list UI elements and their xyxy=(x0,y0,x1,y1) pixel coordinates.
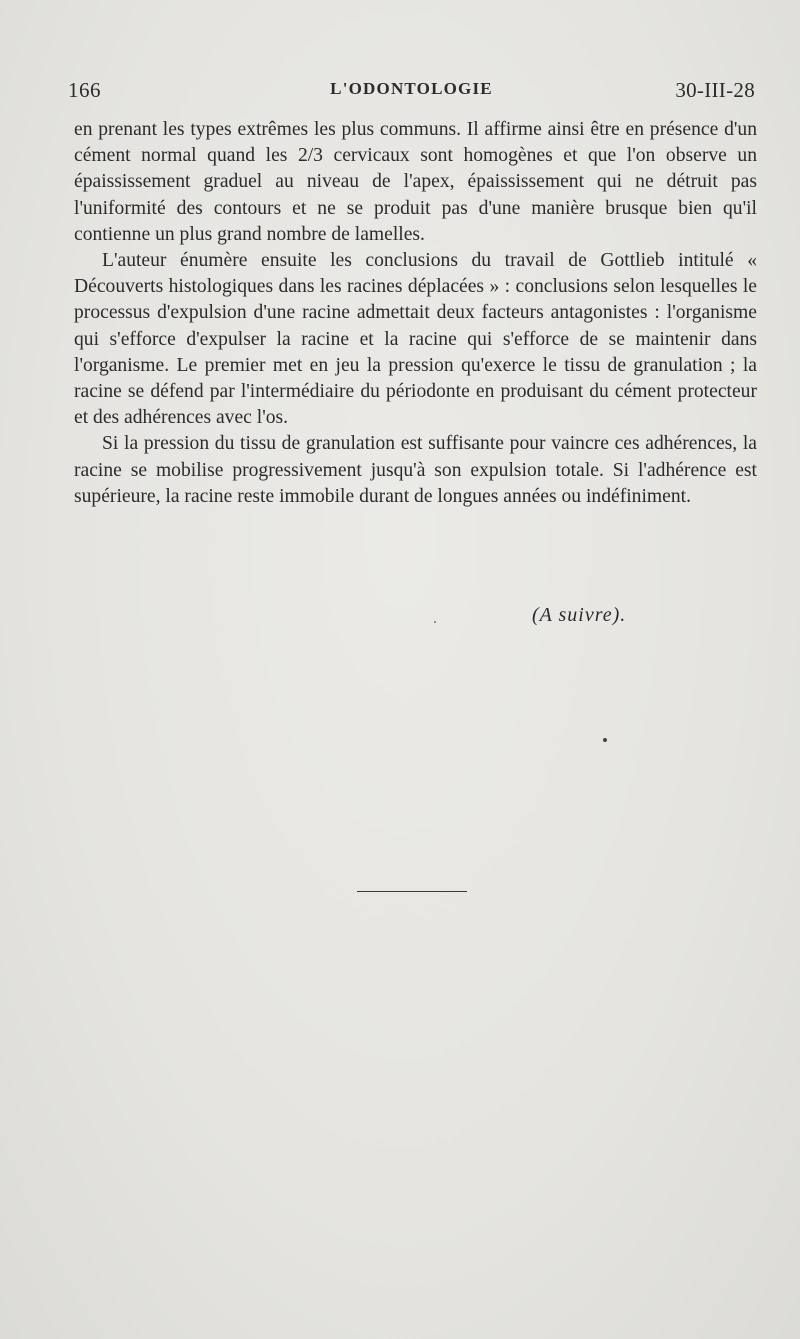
continued-label: (A suivre). xyxy=(532,604,627,626)
paragraph-1: en prenant les types extrêmes les plus communs. Il affirme ainsi être en présence d'un cément normal quand les 2/3 cervicaux sont homogènes et que l'on observe un épaississement graduel au niveau de l'apex, épaississement qui ne détruit pas l'uniformité des contours et ne se produit pas d'une manière brusque bien qu'il contienne un plus grand nombre de lamelles. xyxy=(74,119,757,245)
page-header xyxy=(68,78,755,104)
print-speck xyxy=(434,621,436,623)
end-rule-divider xyxy=(357,891,467,892)
body-text xyxy=(74,117,757,510)
paragraph-3: Si la pression du tissu de granulation est suffisante pour vaincre ces adhérences, la racine se mobilise progressivement jusqu'à son expulsion totale. Si l'adhérence est supérieure, la racine reste immobile durant de longues années ou indéfiniment. xyxy=(74,433,757,507)
issue-date: 30-III-28 xyxy=(675,78,755,102)
page-number: 166 xyxy=(68,78,101,102)
print-speck xyxy=(603,738,607,742)
running-title: L'ODONTOLOGIE xyxy=(330,79,493,98)
paragraph-2: L'auteur énumère ensuite les conclusions du travail de Gottlieb intitulé « Découverts histologiques dans les racines déplacées » : conclusions selon lesquelles le processus d'expulsion d'une racine admettait deux facteurs antagonistes : l'organisme qui s'efforce d'expulser la racine et la racine qui s'efforce de se maintenir dans l'organisme. Le premier met en jeu la pression qu'exerce le tissu de granulation ; la racine se défend par l'intermédiaire du périodonte en produisant du cément protecteur et des adhérences avec l'os. xyxy=(74,250,757,429)
